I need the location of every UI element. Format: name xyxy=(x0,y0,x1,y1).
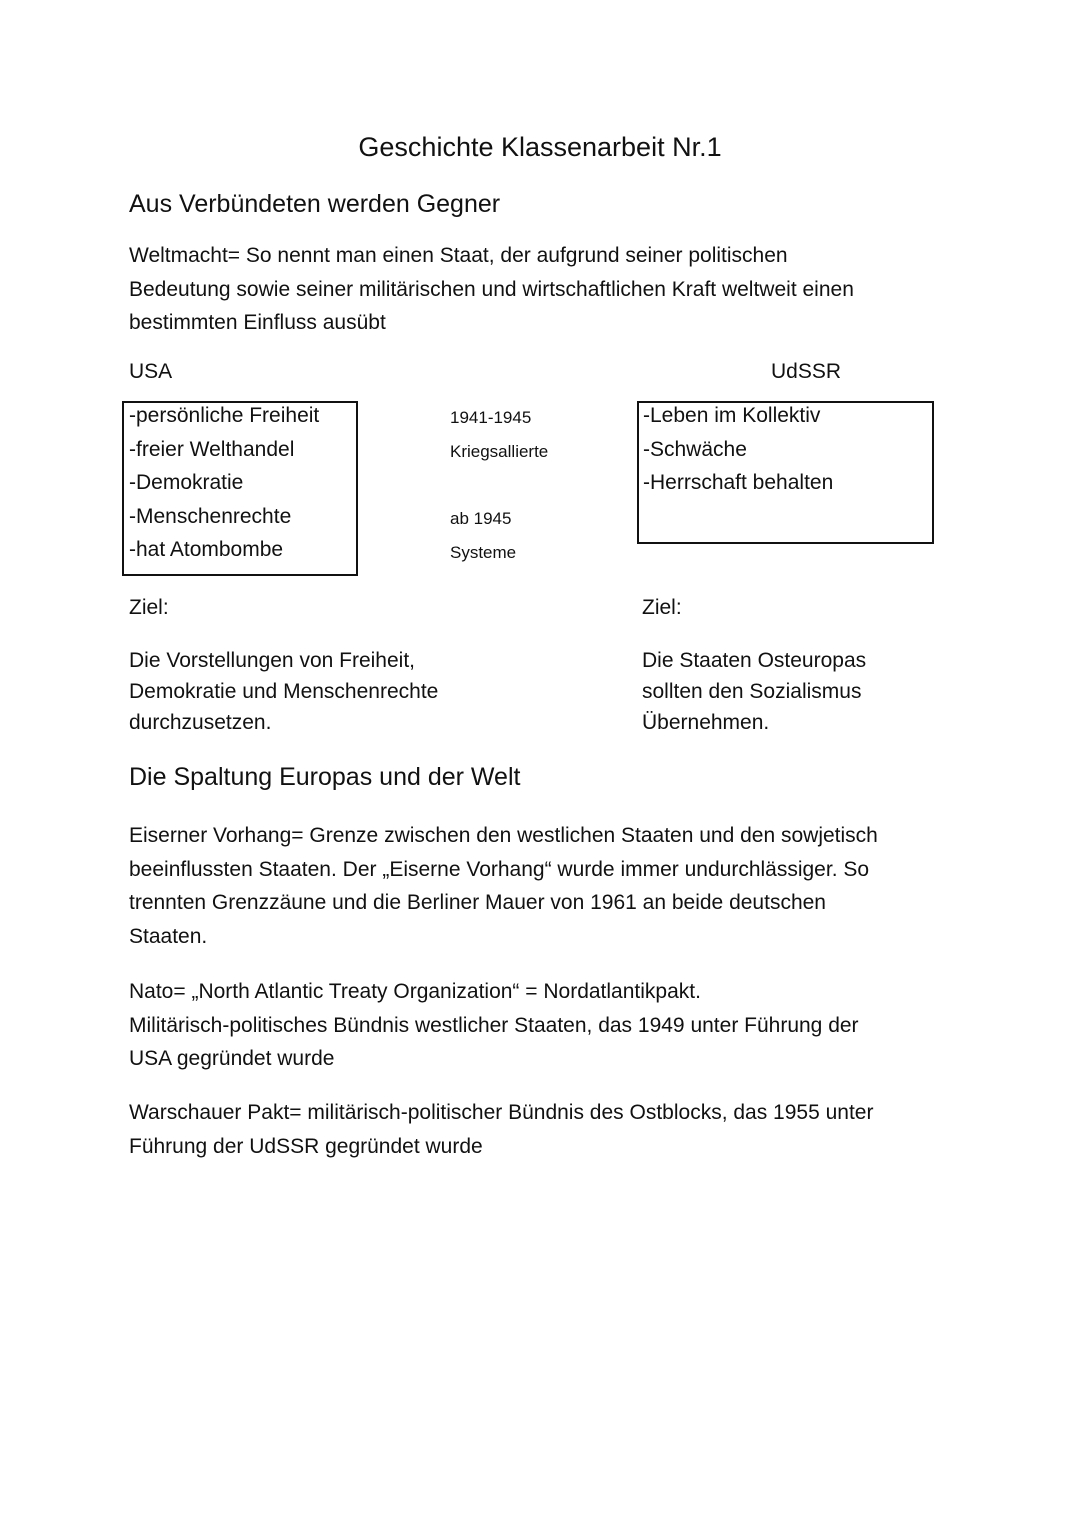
text-line: trennten Grenzzäune und die Berliner Mauer von 1961 an beide deutschen xyxy=(129,891,826,914)
udssr-label: UdSSR xyxy=(771,360,842,383)
text-line: Die Staaten Osteuropas xyxy=(642,649,867,672)
list-item: -Demokratie xyxy=(129,471,244,494)
eiserner-vorhang-definition xyxy=(129,819,878,953)
list-item: -hat Atombombe xyxy=(129,538,284,561)
text-line: Nato= „North Atlantic Treaty Organization“ = Nordatlantikpakt. xyxy=(129,980,701,1003)
period-label-kriegsallierte: Kriegsallierte xyxy=(450,442,549,461)
text-line: Die Vorstellungen von Freiheit, xyxy=(129,649,415,672)
text-line: sollten den Sozialismus xyxy=(642,680,862,703)
list-item: -persönliche Freiheit xyxy=(129,404,320,427)
weltmacht-definition xyxy=(129,239,854,340)
list-item: -Leben im Kollektiv xyxy=(643,404,821,427)
list-item: -Schwäche xyxy=(643,438,747,461)
text-line: Militärisch-politisches Bündnis westlicher Staaten, das 1949 unter Führung der xyxy=(129,1013,859,1037)
page-title: Geschichte Klassenarbeit Nr.1 xyxy=(358,132,722,162)
text-line: beeinflussten Staaten. Der „Eiserne Vorhang“ wurde immer undurchlässiger. So xyxy=(129,857,870,881)
text-line: Eiserner Vorhang= Grenze zwischen den westlichen Staaten und den sowjetisch xyxy=(129,824,878,847)
text-line: Weltmacht= So nennt man einen Staat, der aufgrund seiner politischen xyxy=(129,244,788,267)
nato-definition xyxy=(129,975,859,1076)
text-line: USA gegründet wurde xyxy=(129,1047,335,1070)
text-line: Übernehmen. xyxy=(642,711,770,734)
udssr-ziel-label: Ziel: xyxy=(642,596,682,619)
text-line: bestimmten Einfluss ausübt xyxy=(129,311,386,334)
usa-ziel-text xyxy=(129,645,438,738)
period-1941-1945: 1941-1945 xyxy=(450,408,532,427)
list-item: -Herrschaft behalten xyxy=(643,471,834,494)
period-label-systeme: Systeme xyxy=(450,543,517,562)
period-ab-1945: ab 1945 xyxy=(450,509,512,528)
text-line: Warschauer Pakt= militärisch-politischer Bündnis des Ostblocks, das 1955 unter xyxy=(129,1101,874,1124)
list-item: -Menschenrechte xyxy=(129,505,292,528)
warschauer-pakt-definition xyxy=(129,1096,873,1163)
usa-characteristics-box xyxy=(122,401,358,576)
section-heading-allies: Aus Verbündeten werden Gegner xyxy=(129,190,501,218)
text-line: Bedeutung sowie seiner militärischen und wirtschaftlichen Kraft weltweit einen xyxy=(129,277,854,301)
text-line: durchzusetzen. xyxy=(129,711,272,734)
udssr-characteristics-box xyxy=(637,401,934,544)
udssr-ziel-text xyxy=(642,645,866,738)
text-line: Staaten. xyxy=(129,924,208,948)
section-heading-division: Die Spaltung Europas und der Welt xyxy=(129,763,521,791)
usa-ziel-label: Ziel: xyxy=(129,596,169,619)
text-line: Demokratie und Menschenrechte xyxy=(129,680,439,703)
usa-label: USA xyxy=(129,360,173,383)
list-item: -freier Welthandel xyxy=(129,438,295,461)
text-line: Führung der UdSSR gegründet wurde xyxy=(129,1134,483,1158)
